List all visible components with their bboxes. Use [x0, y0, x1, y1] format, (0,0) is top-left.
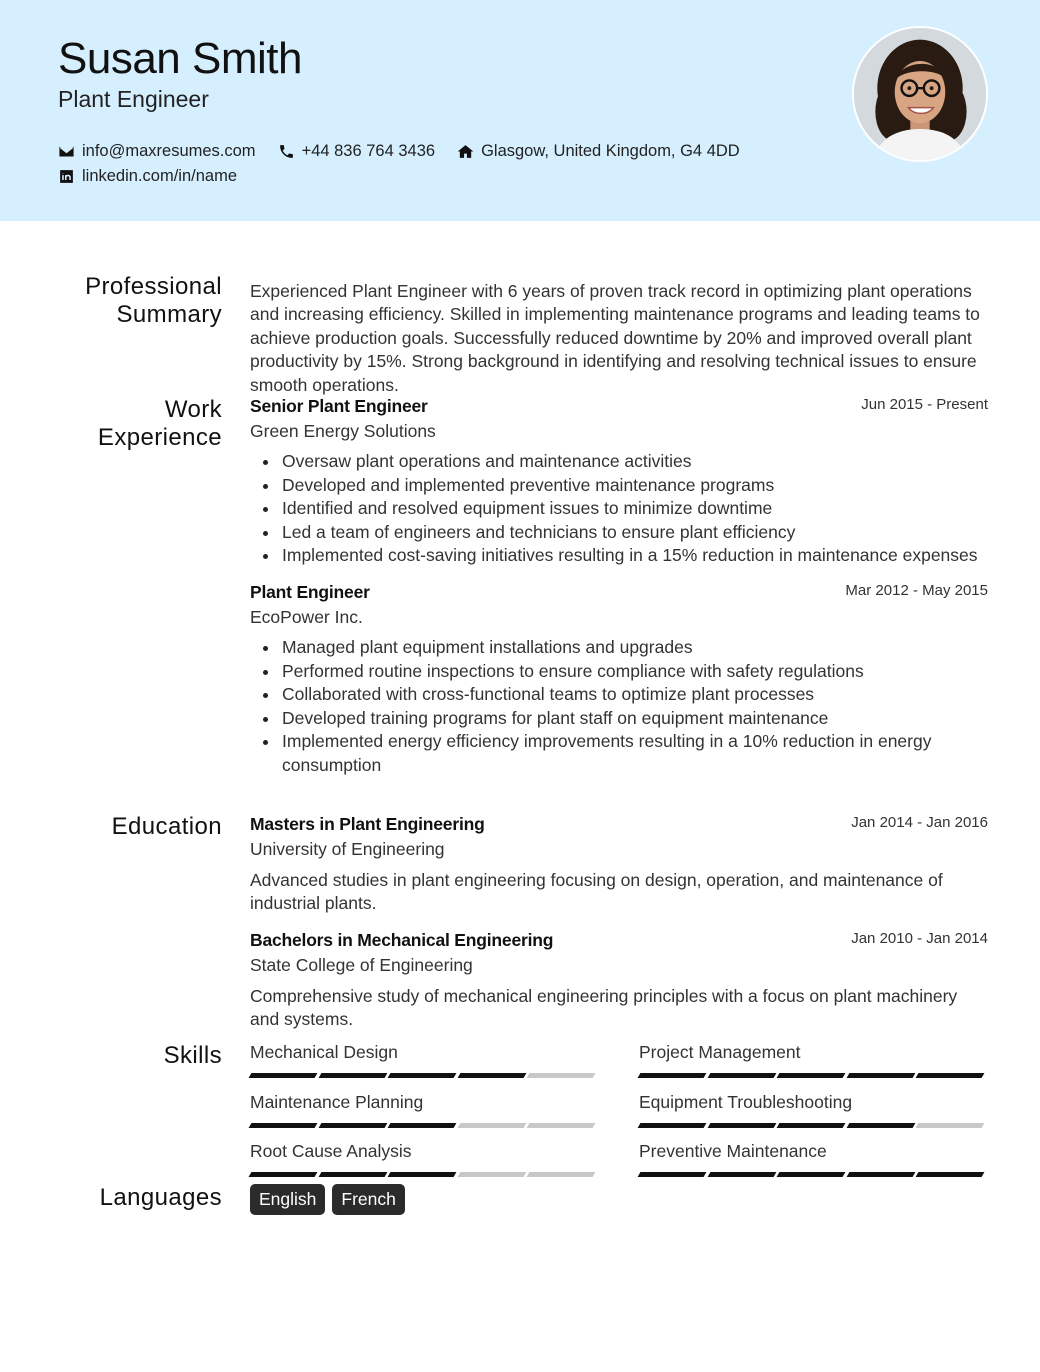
list-item: Implemented cost-saving initiatives resulting in a 15% reduction in maintenance expenses — [250, 544, 988, 568]
skill-segment-filled — [916, 1073, 984, 1078]
skill-segment-filled — [707, 1123, 775, 1128]
skill-segment-empty — [916, 1123, 984, 1128]
list-item: Identified and resolved equipment issues to minimize downtime — [250, 497, 988, 521]
skill-segment-empty — [527, 1172, 595, 1177]
skill-segment-filled — [638, 1172, 706, 1177]
resume-header — [0, 0, 1040, 221]
experience-entry — [250, 396, 988, 568]
skill-name: Preventive Maintenance — [639, 1141, 827, 1161]
skill-segment-filled — [638, 1073, 706, 1078]
education-date: Jan 2014 - Jan 2016 — [851, 814, 988, 831]
skill-item — [250, 1141, 598, 1177]
skill-segment-filled — [707, 1172, 775, 1177]
skill-name: Root Cause Analysis — [250, 1141, 412, 1161]
skill-segment-filled — [318, 1123, 386, 1128]
skill-item — [250, 1092, 598, 1128]
envelope-icon — [58, 143, 75, 160]
work-experience-heading: Work Experience — [97, 396, 222, 451]
work-experience-section — [250, 396, 988, 778]
education-description: Advanced studies in plant engineering focusing on design, operation, and maintenance of industrial plants. — [250, 870, 943, 914]
skill-segment-filled — [318, 1073, 386, 1078]
contact-info — [58, 139, 762, 189]
phone-contact[interactable] — [278, 142, 436, 161]
skill-segment-empty — [457, 1172, 525, 1177]
skill-segment-empty — [527, 1073, 595, 1078]
skill-level-bar — [250, 1123, 598, 1128]
skill-segment-empty — [457, 1123, 525, 1128]
company-name: Green Energy Solutions — [250, 421, 436, 441]
job-bullets — [250, 450, 988, 568]
skill-segment-filled — [249, 1172, 317, 1177]
skill-segment-filled — [249, 1123, 317, 1128]
skill-segment-filled — [707, 1073, 775, 1078]
skill-name: Project Management — [639, 1042, 801, 1062]
skill-segment-filled — [388, 1123, 456, 1128]
home-icon — [457, 143, 474, 160]
education-entry — [250, 814, 988, 916]
skill-item — [639, 1141, 987, 1177]
language-tag: English — [250, 1184, 325, 1215]
summary-heading: Professional Summary — [85, 273, 222, 328]
candidate-name: Susan Smith — [58, 34, 302, 83]
list-item: Oversaw plant operations and maintenance activities — [250, 450, 988, 474]
skill-name: Maintenance Planning — [250, 1092, 424, 1112]
skill-item — [639, 1042, 987, 1078]
list-item: Performed routine inspections to ensure compliance with safety regulations — [250, 660, 988, 684]
phone-icon — [278, 143, 295, 160]
education-heading: Education — [111, 813, 222, 840]
linkedin-contact[interactable] — [58, 167, 237, 186]
languages-section — [250, 1184, 412, 1215]
list-item: Managed plant equipment installations and upgrades — [250, 636, 988, 660]
phone-text: +44 836 764 3436 — [301, 141, 436, 160]
list-item: Implemented energy efficiency improvements resulting in a 10% reduction in energy consumption — [250, 730, 988, 777]
skill-level-bar — [639, 1123, 987, 1128]
skill-segment-filled — [457, 1073, 525, 1078]
skill-segment-filled — [777, 1172, 845, 1177]
education-description: Comprehensive study of mechanical engineering principles with a focus on plant machinery and systems. — [250, 985, 958, 1030]
skill-segment-filled — [249, 1073, 317, 1078]
job-title: Plant Engineer — [250, 581, 370, 602]
job-date: Mar 2012 - May 2015 — [845, 581, 988, 599]
skill-segment-filled — [388, 1073, 456, 1078]
email-text: info@maxresumes.com — [82, 141, 256, 160]
job-bullets — [250, 636, 988, 778]
skill-segment-filled — [846, 1073, 914, 1078]
skill-item — [639, 1092, 987, 1128]
profile-photo — [852, 26, 988, 162]
skill-segment-filled — [388, 1172, 456, 1177]
list-item: Led a team of engineers and technicians to ensure plant efficiency — [250, 521, 988, 545]
skills-heading: Skills — [163, 1042, 222, 1069]
list-item: Collaborated with cross-functional teams to optimize plant processes — [250, 683, 988, 707]
education-entry — [250, 930, 988, 1032]
summary-text: Experienced Plant Engineer with 6 years of proven track record in optimizing plant operations and increasing efficiency. Skilled in implementing maintenance programs and leading teams to achieve production goals. Successfully reduced downtime by 20% and improved overall plant productivity by 15%. Strong background in identifying and resolving technical issues to ensure smooth operations. — [250, 281, 980, 395]
email-contact[interactable] — [58, 142, 256, 161]
address-contact — [457, 142, 740, 161]
job-date: Jun 2015 - Present — [861, 396, 988, 413]
skill-item — [250, 1042, 598, 1078]
skill-segment-empty — [527, 1123, 595, 1128]
skill-level-bar — [250, 1172, 598, 1177]
education-section — [250, 814, 988, 1032]
address-text: Glasgow, United Kingdom, G4 4DD — [481, 141, 740, 160]
skill-name: Mechanical Design — [250, 1042, 398, 1062]
avatar-image — [854, 28, 986, 160]
linkedin-text: linkedin.com/in/name — [82, 166, 237, 185]
summary-section — [250, 280, 988, 397]
experience-entry — [250, 582, 988, 778]
company-name: EcoPower Inc. — [250, 606, 363, 627]
candidate-title: Plant Engineer — [58, 86, 209, 112]
languages-heading: Languages — [99, 1184, 222, 1211]
skill-segment-filled — [916, 1172, 984, 1177]
list-item: Developed and implemented preventive maintenance programs — [250, 474, 988, 498]
skill-segment-filled — [846, 1172, 914, 1177]
skill-segment-filled — [777, 1123, 845, 1128]
skill-level-bar — [639, 1172, 987, 1177]
skill-segment-filled — [318, 1172, 386, 1177]
list-item: Developed training programs for plant staff on equipment maintenance — [250, 707, 988, 731]
skill-name: Equipment Troubleshooting — [639, 1092, 853, 1112]
job-title: Senior Plant Engineer — [250, 396, 428, 416]
school-name: State College of Engineering — [250, 954, 473, 975]
skill-segment-filled — [846, 1123, 914, 1128]
skill-segment-filled — [638, 1123, 706, 1128]
skill-level-bar — [250, 1073, 598, 1078]
degree-title: Masters in Plant Engineering — [250, 814, 485, 834]
linkedin-icon — [58, 168, 75, 185]
language-tag: French — [332, 1184, 404, 1215]
skill-segment-filled — [777, 1073, 845, 1078]
degree-title: Bachelors in Mechanical Engineering — [250, 929, 554, 950]
school-name: University of Engineering — [250, 839, 445, 859]
skill-level-bar — [639, 1073, 987, 1078]
education-date: Jan 2010 - Jan 2014 — [851, 929, 988, 947]
